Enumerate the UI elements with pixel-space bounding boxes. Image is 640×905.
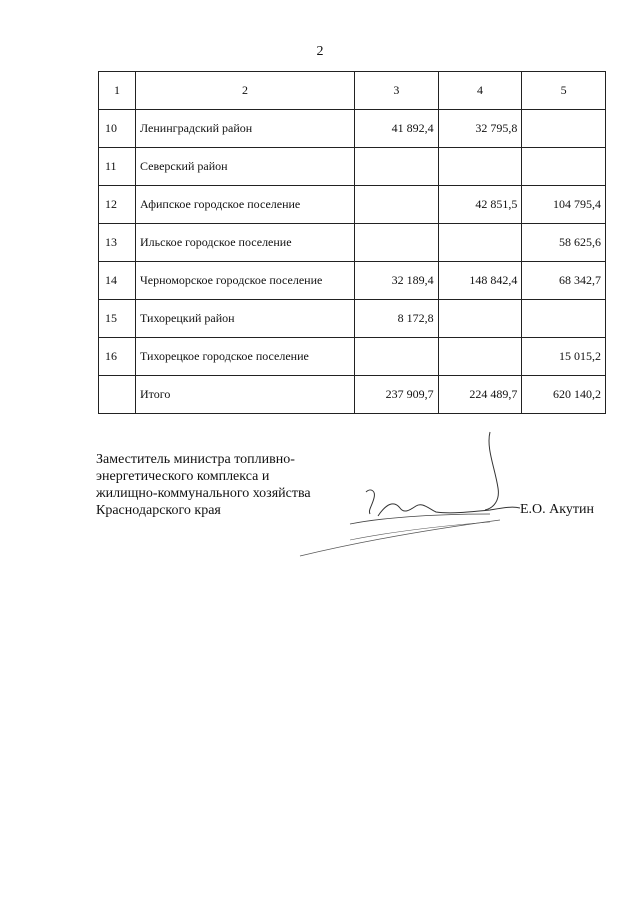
- value-cell-col3: 41 892,4: [355, 110, 439, 148]
- row-number-cell: 11: [99, 148, 136, 186]
- value-cell-col4: 32 795,8: [438, 110, 522, 148]
- value-cell-col5: 68 342,7: [522, 262, 606, 300]
- value-cell-col5: 620 140,2: [522, 376, 606, 414]
- table-row: [99, 224, 606, 262]
- value-cell-col4: 224 489,7: [438, 376, 522, 414]
- value-cell-col4: [438, 338, 522, 376]
- row-number-cell: [99, 376, 136, 414]
- value-cell-col5: 15 015,2: [522, 338, 606, 376]
- value-cell-col3: 32 189,4: [355, 262, 439, 300]
- row-name-cell: Ильское городское поселение: [136, 224, 355, 262]
- row-name-cell: Тихорецкое городское поселение: [136, 338, 355, 376]
- table-row: [99, 110, 606, 148]
- row-name-cell: Итого: [136, 376, 355, 414]
- header-cell-2: 2: [136, 72, 355, 110]
- signature-title-line: жилищно-коммунального хозяйства: [96, 486, 311, 501]
- table-row: [99, 148, 606, 186]
- handwritten-signature: [290, 428, 520, 578]
- data-table: [98, 71, 606, 414]
- header-cell-4: 4: [438, 72, 522, 110]
- value-cell-col5: [522, 300, 606, 338]
- table-row: [99, 376, 606, 414]
- value-cell-col4: [438, 148, 522, 186]
- row-name-cell: Афипское городское поселение: [136, 186, 355, 224]
- value-cell-col3: [355, 186, 439, 224]
- value-cell-col3: 8 172,8: [355, 300, 439, 338]
- header-cell-3: 3: [355, 72, 439, 110]
- header-cell-1: 1: [99, 72, 136, 110]
- row-number-cell: 16: [99, 338, 136, 376]
- value-cell-col4: 42 851,5: [438, 186, 522, 224]
- value-cell-col3: [355, 224, 439, 262]
- value-cell-col4: [438, 224, 522, 262]
- signature-title-block: [96, 451, 311, 519]
- value-cell-col3: [355, 338, 439, 376]
- value-cell-col5: 58 625,6: [522, 224, 606, 262]
- value-cell-col5: [522, 110, 606, 148]
- table-row: [99, 186, 606, 224]
- value-cell-col5: 104 795,4: [522, 186, 606, 224]
- row-name-cell: Ленинградский район: [136, 110, 355, 148]
- row-number-cell: 14: [99, 262, 136, 300]
- value-cell-col3: [355, 148, 439, 186]
- signature-title-line: Заместитель министра топливно-: [96, 452, 295, 467]
- table-row: [99, 338, 606, 376]
- row-name-cell: Черноморское городское поселение: [136, 262, 355, 300]
- signer-name: Е.О. Акутин: [520, 502, 594, 517]
- signature-title-line: Краснодарского края: [96, 503, 221, 518]
- row-number-cell: 15: [99, 300, 136, 338]
- table-row: [99, 262, 606, 300]
- header-cell-5: 5: [522, 72, 606, 110]
- row-number-cell: 12: [99, 186, 136, 224]
- row-name-cell: Северский район: [136, 148, 355, 186]
- value-cell-col4: 148 842,4: [438, 262, 522, 300]
- value-cell-col4: [438, 300, 522, 338]
- value-cell-col5: [522, 148, 606, 186]
- row-name-cell: Тихорецкий район: [136, 300, 355, 338]
- table-row: [99, 300, 606, 338]
- table-header-row: [99, 72, 606, 110]
- page-number: 2: [316, 44, 324, 59]
- row-number-cell: 10: [99, 110, 136, 148]
- row-number-cell: 13: [99, 224, 136, 262]
- signature-title-line: энергетического комплекса и: [96, 469, 270, 484]
- value-cell-col3: 237 909,7: [355, 376, 439, 414]
